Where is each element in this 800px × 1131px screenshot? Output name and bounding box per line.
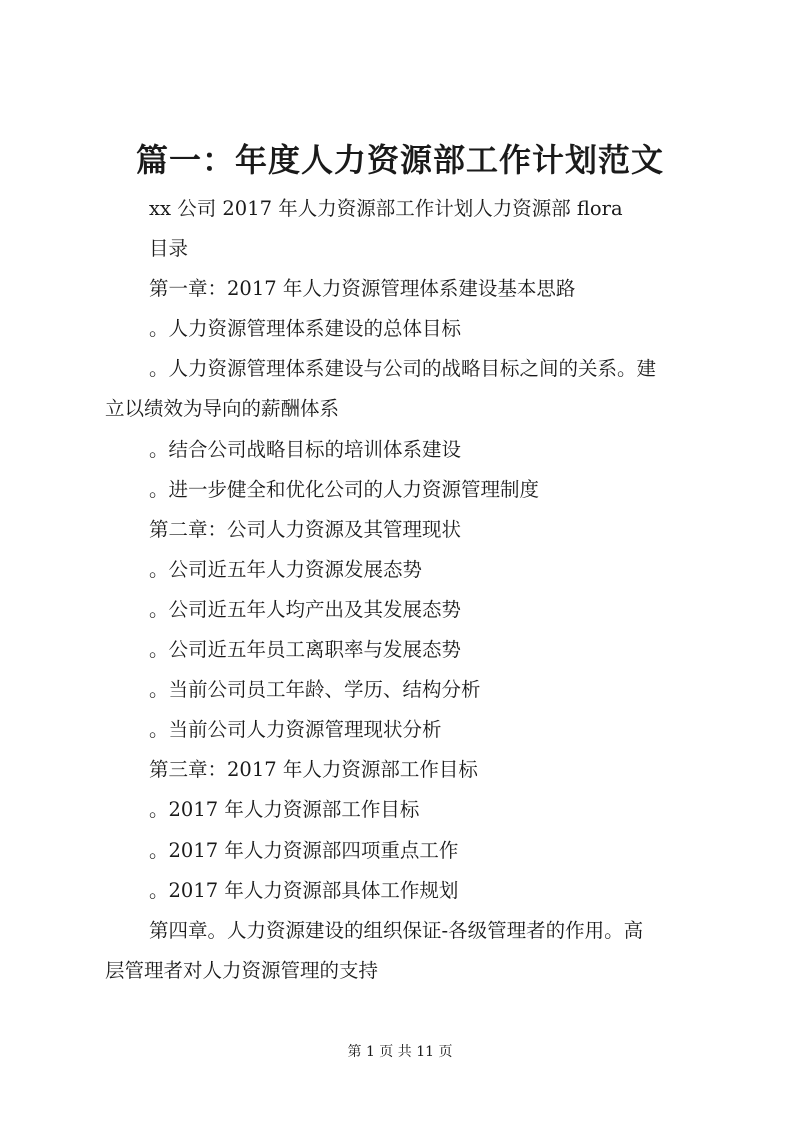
toc-item: 。人力资源管理体系建设的总体目标 — [149, 317, 462, 341]
toc-item: 。人力资源管理体系建设与公司的战略目标之间的关系。建 — [149, 357, 657, 381]
toc-item: 。2017 年人力资源部工作目标 — [149, 798, 420, 822]
document-title: 篇一：年度人力资源部工作计划范文 — [135, 141, 664, 179]
toc-item: 。2017 年人力资源部四项重点工作 — [149, 838, 459, 862]
toc-item: 。2017 年人力资源部具体工作规划 — [149, 878, 459, 902]
chapter-4-continuation: 层管理者对人力资源管理的支持 — [105, 958, 379, 982]
toc-heading: 目录 — [149, 237, 189, 261]
toc-item-continuation: 立以绩效为导向的薪酬体系 — [105, 397, 340, 421]
document-body — [105, 189, 705, 991]
toc-item: 。进一步健全和优化公司的人力资源管理制度 — [149, 477, 540, 501]
toc-item: 。公司近五年员工离职率与发展态势 — [149, 638, 462, 662]
toc-item: 。结合公司战略目标的培训体系建设 — [149, 437, 462, 461]
toc-item: 。当前公司员工年龄、学历、结构分析 — [149, 678, 481, 702]
toc-item: 。公司近五年人力资源发展态势 — [149, 557, 423, 581]
text-line-1: xx 公司 2017 年人力资源部工作计划人力资源部 flora — [149, 197, 623, 220]
toc-item: 。当前公司人力资源管理现状分析 — [149, 718, 442, 742]
chapter-3-heading: 第三章：2017 年人力资源部工作目标 — [149, 758, 478, 782]
toc-item: 。公司近五年人均产出及其发展态势 — [149, 597, 462, 621]
chapter-1-heading: 第一章：2017 年人力资源管理体系建设基本思路 — [149, 277, 576, 301]
chapter-4-heading: 第四章。人力资源建设的组织保证-各级管理者的作用。高 — [149, 918, 644, 942]
chapter-2-heading: 第二章：公司人力资源及其管理现状 — [149, 517, 462, 541]
page-number-footer: 第 1 页 共 11 页 — [347, 1044, 453, 1060]
